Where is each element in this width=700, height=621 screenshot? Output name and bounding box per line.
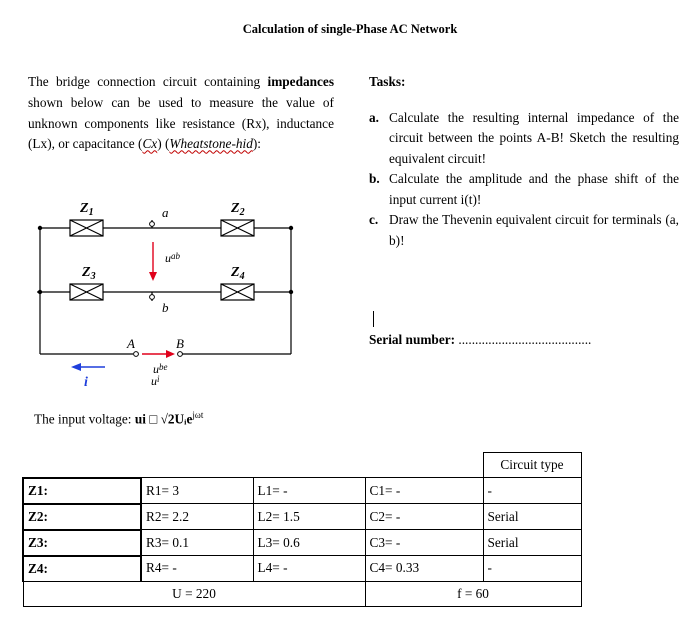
circuit-type-header: Circuit type (483, 453, 581, 478)
task-a-label: a. (369, 109, 379, 125)
task-b-text: Calculate the amplitude and the phase shift of the input current i(t)! (389, 171, 679, 207)
row-r-value: R4= - (141, 556, 253, 582)
node-dot (38, 290, 42, 294)
row-c-value: C2= - (365, 504, 483, 530)
table-row (23, 530, 581, 556)
label-z2: $Z_2$ (231, 201, 245, 218)
serial-number-label: Serial number: (369, 332, 456, 347)
row-l-value: L1= - (253, 478, 365, 504)
current-arrow (71, 363, 105, 371)
label-node-a: a (162, 205, 169, 220)
row-c-value: C3= - (365, 530, 483, 556)
task-b-label: b. (369, 171, 380, 186)
row-r-value: R2= 2.2 (141, 504, 253, 530)
terminal-B (178, 352, 183, 357)
parameters-table (22, 452, 582, 607)
intro-wheatstone: Wheatstone-hid (169, 136, 253, 152)
row-c-value: C1= - (365, 478, 483, 504)
serial-number-dots[interactable]: ........................................ (458, 332, 592, 347)
input-voltage (34, 410, 203, 427)
input-voltage-label: The input voltage: (34, 411, 135, 427)
row-z-label: Z1: (23, 478, 141, 504)
terminal-A (134, 352, 139, 357)
row-z-label: Z4: (23, 556, 141, 582)
label-ube: $u^{be}$ (153, 362, 168, 376)
row-z-label: Z3: (23, 530, 141, 556)
node-dot (38, 226, 42, 230)
row-l-value: L2= 1.5 (253, 504, 365, 530)
label-i: i (84, 375, 88, 390)
row-c-value: C4= 0.33 (365, 556, 483, 582)
table-header-row (23, 453, 581, 478)
intro-bold-impedances: impedances (267, 74, 335, 89)
footer-voltage: U = 220 (23, 581, 365, 606)
label-node-B: B (176, 336, 184, 351)
label-node-A: A (127, 336, 135, 351)
intro-text-1: The bridge connection circuit containing (28, 74, 261, 89)
intro-cx: Cx (142, 136, 158, 152)
label-ui: $u^i$ (151, 374, 160, 388)
node-dot (289, 290, 293, 294)
table-row (23, 556, 581, 582)
row-type-value: Serial (483, 504, 581, 530)
tasks-heading: Tasks: (369, 74, 406, 89)
intro-text-4: ): (252, 136, 261, 152)
z2-impedance (221, 220, 254, 236)
row-type-value: Serial (483, 530, 581, 556)
ube-arrow (142, 350, 175, 358)
task-c-text: Draw the Thevenin equivalent circuit for terminals (a, b)! (389, 212, 679, 248)
task-c-label: c. (369, 212, 379, 227)
label-z3: $Z_3$ (82, 265, 96, 282)
label-node-b: b (162, 300, 169, 315)
row-type-value: - (483, 556, 581, 582)
footer-frequency: f = 60 (365, 581, 581, 606)
z4-impedance (221, 284, 254, 300)
label-z1: $Z_1$ (80, 201, 94, 218)
node-dot (289, 226, 293, 230)
z1-impedance (70, 220, 103, 236)
row-r-value: R1= 3 (141, 478, 253, 504)
row-l-value: L3= 0.6 (253, 530, 365, 556)
uab-arrow (149, 242, 157, 281)
table-row (23, 478, 581, 504)
row-type-value: - (483, 478, 581, 504)
terminal-a (150, 222, 155, 227)
row-r-value: R3= 0.1 (141, 530, 253, 556)
label-uab: $u^{ab}$ (165, 251, 180, 265)
intro-text-2: shown below can be used to measure the value of unknown components like resistance (Rx), inductance (Lx), or capacitance ( (28, 94, 334, 152)
page-title: Calculation of single-Phase AC Network (242, 22, 458, 36)
row-z-label: Z2: (23, 504, 141, 530)
task-a-text: Calculate the resulting internal impedance of the circuit between the points A-B! Sketch the resulting equivalent circuit! (389, 109, 679, 166)
z3-impedance (70, 284, 103, 300)
input-voltage-exponent: jωt (192, 410, 204, 420)
label-z4: $Z_4$ (231, 265, 245, 282)
intro-text-3: ) ( (157, 136, 170, 152)
table-row (23, 504, 581, 530)
terminal-b (150, 295, 155, 300)
row-l-value: L4= - (253, 556, 365, 582)
input-voltage-formula: ui □ √2Uᵢe (134, 411, 193, 427)
table-footer-row (23, 581, 581, 606)
